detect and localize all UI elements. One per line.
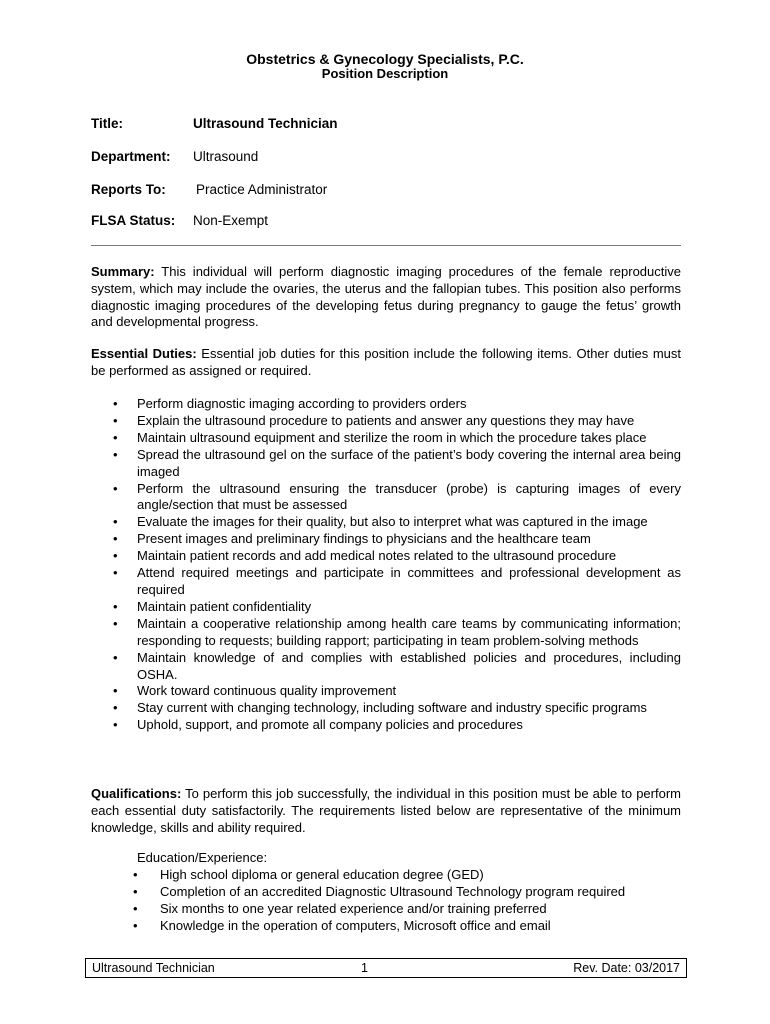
list-item-text: Maintain patient records and add medical notes related to the ultrasound procedure: [137, 548, 617, 564]
department-label: Department:: [91, 149, 171, 164]
list-item-text: Work toward continuous quality improvement: [137, 683, 397, 699]
department-value: Ultrasound: [193, 149, 259, 164]
list-item: [91, 616, 681, 650]
reports-to-field: [91, 182, 328, 197]
bullet-icon: •: [113, 615, 118, 631]
bullet-icon: •: [133, 867, 138, 882]
essential-duties-text: Essential job duties for this position include the following items. Other duties must be performed as assigned or required.: [91, 346, 681, 378]
list-item-text: Uphold, support, and promote all company policies and procedures: [137, 717, 523, 733]
summary-text: This individual will perform diagnostic imaging procedures of the female reproductive system, which may include the ovaries, the uterus and the fallopian tubes. This position also performs diagnostic imaging procedures of the developing fetus during pregnancy to gauge the fetus’ growth and developmental progress.: [91, 264, 681, 330]
list-item: [91, 396, 681, 413]
list-item: [115, 867, 675, 884]
flsa-status-value: Non-Exempt: [193, 213, 269, 228]
page-number: 1: [361, 961, 368, 975]
flsa-status-field: [91, 213, 269, 228]
reports-to-label: Reports To:: [91, 182, 166, 197]
bullet-icon: •: [113, 429, 118, 445]
revision-date: Rev. Date: 03/2017: [573, 961, 680, 975]
list-item-text: Perform the ultrasound ensuring the transducer (probe) is capturing images of every angle/section that must be assessed: [137, 480, 681, 513]
flsa-status-label: FLSA Status:: [91, 213, 176, 228]
list-item-text: Perform diagnostic imaging according to providers orders: [137, 396, 467, 411]
list-item: [115, 918, 675, 935]
bullet-icon: •: [113, 514, 118, 530]
essential-duties-paragraph: [91, 346, 681, 380]
list-item: [91, 531, 681, 548]
education-list: [115, 867, 675, 935]
bullet-icon: •: [113, 598, 118, 614]
list-item: [91, 447, 681, 481]
list-item: [91, 700, 681, 717]
bullet-icon: •: [113, 531, 118, 547]
bullet-icon: •: [113, 565, 118, 581]
list-item: [91, 413, 681, 430]
list-item: [91, 481, 681, 515]
list-item: [91, 565, 681, 599]
qualifications-paragraph: [91, 786, 681, 836]
list-item: [91, 683, 681, 700]
organization-name: Obstetrics & Gynecology Specialists, P.C.: [246, 51, 524, 67]
list-item-text: Six months to one year related experience and/or training preferred: [160, 900, 547, 916]
qualifications-label: Qualifications:: [91, 786, 182, 801]
bullet-icon: •: [113, 700, 118, 716]
list-item: [91, 430, 681, 447]
list-item: [91, 599, 681, 616]
summary-label: Summary:: [91, 264, 155, 279]
document-type: Position Description: [321, 66, 449, 81]
title-value: Ultrasound Technician: [193, 116, 338, 131]
page-footer: [85, 958, 687, 978]
department-field: [91, 149, 259, 164]
summary-paragraph: [91, 264, 681, 331]
list-item-text: Spread the ultrasound gel on the surface of the patient’s body covering the internal area being imaged: [137, 446, 681, 479]
essential-duties-label: Essential Duties:: [91, 346, 197, 361]
list-item-text: Explain the ultrasound procedure to patients and answer any questions they may have: [137, 412, 635, 428]
list-item: [115, 901, 675, 918]
bullet-icon: •: [133, 883, 138, 899]
list-item: [91, 514, 681, 531]
list-item-text: Completion of an accredited Diagnostic Ultrasound Technology program required: [160, 883, 626, 899]
list-item-text: Present images and preliminary findings to physicians and the healthcare team: [137, 531, 591, 547]
list-item-text: Maintain a cooperative relationship among health care teams by communicating information; responding to requests; building rapport; participating in team problem-solving methods: [137, 615, 681, 648]
bullet-icon: •: [113, 412, 118, 428]
bullet-icon: •: [133, 917, 138, 933]
list-item: [115, 884, 675, 901]
section-divider: [91, 245, 681, 246]
list-item-text: Maintain ultrasound equipment and sterilize the room in which the procedure takes place: [137, 429, 647, 445]
list-item-text: Knowledge in the operation of computers, Microsoft office and email: [160, 917, 551, 933]
list-item-text: High school diploma or general education degree (GED): [160, 867, 484, 882]
list-item-text: Maintain knowledge of and complies with established policies and procedures, including OSHA.: [137, 649, 681, 682]
bullet-icon: •: [113, 446, 118, 462]
list-item-text: Maintain patient confidentiality: [137, 598, 312, 614]
essential-duties-list: [91, 396, 681, 734]
list-item-text: Stay current with changing technology, including software and industry specific programs: [137, 700, 647, 716]
title-label: Title:: [91, 116, 124, 131]
bullet-icon: •: [113, 649, 118, 665]
bullet-icon: •: [113, 548, 118, 564]
reports-to-value: Practice Administrator: [196, 182, 328, 197]
list-item: [91, 650, 681, 684]
bullet-icon: •: [113, 480, 118, 496]
list-item: [91, 548, 681, 565]
list-item-text: Attend required meetings and participate in committees and professional development as required: [137, 565, 681, 597]
list-item: [91, 717, 681, 734]
bullet-icon: •: [133, 900, 138, 916]
qualifications-text: To perform this job successfully, the individual in this position must be able to perform each essential duty satisfactorily. The requirements listed below are representative of the minimum knowledge, skills and ability required.: [91, 786, 681, 835]
bullet-icon: •: [113, 683, 118, 699]
footer-position-title: Ultrasound Technician: [92, 961, 215, 975]
education-heading: Education/Experience:: [137, 850, 268, 865]
bullet-icon: •: [113, 396, 118, 411]
title-field: [91, 116, 338, 131]
bullet-icon: •: [113, 717, 118, 733]
list-item-text: Evaluate the images for their quality, but also to interpret what was captured in the image: [137, 514, 648, 530]
